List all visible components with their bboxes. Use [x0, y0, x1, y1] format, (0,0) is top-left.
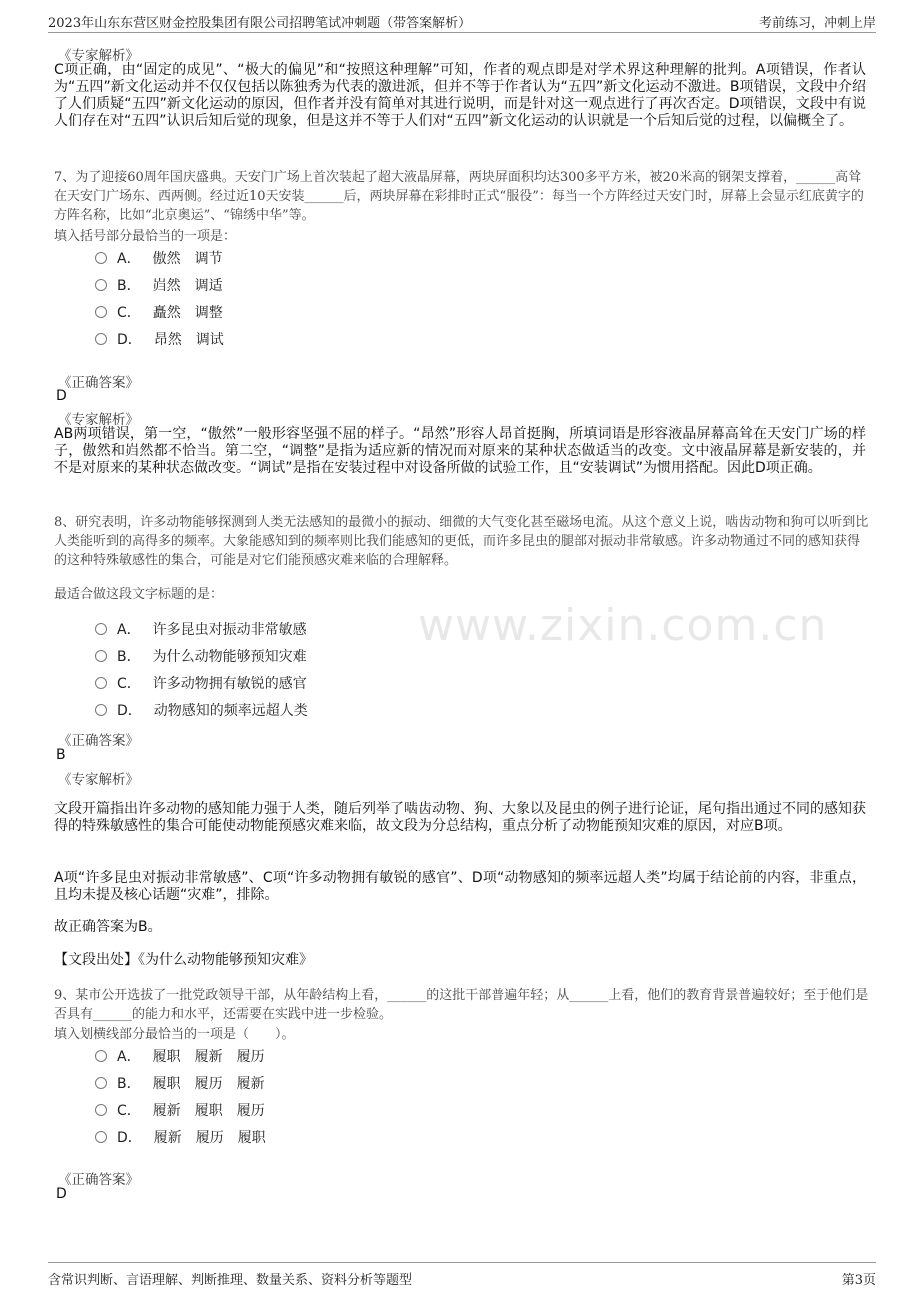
question-8-source: 【文段出处】《为什么动物能够预知灾难》 [54, 952, 313, 968]
question-8-prompt: 最适合做这段文字标题的是： [54, 587, 224, 602]
page-number: 第3页 [841, 1273, 876, 1288]
question-8-option-c[interactable]: C． 许多动物拥有敏锐的感官 [95, 673, 307, 693]
radio-icon[interactable] [95, 279, 107, 291]
question-9-option-d[interactable]: D． 履新 履历 履职 [95, 1127, 266, 1147]
watermark: www.zixin.com.cn [418, 600, 828, 651]
expert-analysis-label: 《专家解析》 [58, 412, 139, 428]
question-8-analysis-paragraph-1: 文段开篇指出许多动物的感知能力强于人类，随后列举了啮齿动物、狗、大象以及昆虫的例子进行论证，尾句指出通过不同的感知获得的特殊敏感性的集合可能使动物能预感灾难来临，故文段为分总结构，重点分析了动物能预知灾难的原因，对应B项。 [54, 801, 866, 834]
radio-icon[interactable] [95, 1104, 107, 1116]
page-header [48, 10, 876, 33]
correct-answer-label: 《正确答案》 [58, 733, 139, 749]
document-title: 2023年山东东营区财金控股集团有限公司招聘笔试冲刺题（带答案解析） [48, 16, 472, 31]
question-9-answer: D [56, 1186, 67, 1202]
question-7-option-d[interactable]: D． 昂然 调试 [95, 329, 224, 349]
radio-icon[interactable] [95, 623, 107, 635]
radio-icon[interactable] [95, 677, 107, 689]
question-7-stem: 7、为了迎接60周年国庆盛典。天安门广场上首次装起了超大液晶屏幕，两块屏面积均达300多平方米，被20米高的钢架支撑着，______高耸在天安门广场东、西两侧。经过近10天安装______后，两块屏幕在彩排时正式“服役”：每当一个方阵经过天安门时，屏幕上会显示红底黄字的方阵名称，比如“北京奥运”、“锦绣中华”等。 [54, 170, 864, 223]
question-9-option-c[interactable]: C． 履新 履职 履历 [95, 1100, 265, 1120]
question-8-answer: B [56, 747, 66, 763]
question-9-stem: 9、某市公开选拔了一批党政领导干部，从年龄结构上看，______的这批干部普遍年轻；从______上看，他们的教育背景普遍较好；至于他们是否具有______的能力和水平，还需要在实践中进一步检验。 [54, 988, 869, 1022]
footer-question-types: 含常识判断、言语理解、判断推理、数量关系、资料分析等题型 [48, 1273, 413, 1288]
radio-icon[interactable] [95, 252, 107, 264]
question-9-prompt: 填入划横线部分最恰当的一项是（ ）。 [54, 1027, 295, 1042]
question-7-option-b[interactable]: B． 岿然 调适 [95, 275, 223, 295]
question-7-prompt: 填入括号部分最恰当的一项是： [54, 229, 237, 244]
question-9-option-a[interactable]: A． 履职 履新 履历 [95, 1046, 265, 1066]
question-7-option-a[interactable]: A． 傲然 调节 [95, 248, 223, 268]
question-8-option-a[interactable]: A． 许多昆虫对振动非常敏感 [95, 619, 307, 639]
question-8-analysis-paragraph-2: A项“许多昆虫对振动非常敏感”、C项“许多动物拥有敏锐的感官”、D项“动物感知的频率远超人类”均属于结论前的内容，非重点，且均未提及核心话题“灾难”，排除。 [54, 870, 866, 903]
correct-answer-label: 《正确答案》 [58, 375, 139, 391]
question-7-analysis: AB两项错误，第一空，“傲然”一般形容坚强不屈的样子。“昂然”形容人昂首挺胸，所填词语是形容液晶屏幕高耸在天安门广场的样子，傲然和岿然都不恰当。第二空，“调整”是指为适应新的情况而对原来的某种状态做适当的改变。文中液晶屏幕是新安装的，并不是对原来的某种状态做改变。“调试”是指在安装过程中对设备所做的试验工作，且“安装调试”为惯用搭配。因此D项正确。 [54, 426, 866, 476]
page-footer [48, 1262, 876, 1289]
question-8-analysis-paragraph-3: 故正确答案为B。 [54, 919, 162, 935]
question-7-option-c[interactable]: C． 矗然 调整 [95, 302, 223, 322]
header-slogan: 考前练习，冲刺上岸 [758, 16, 876, 31]
radio-icon[interactable] [95, 333, 107, 345]
question-8-option-d[interactable]: D． 动物感知的频率远超人类 [95, 700, 308, 720]
correct-answer-label: 《正确答案》 [58, 1172, 139, 1188]
expert-analysis-label: 《专家解析》 [58, 48, 139, 64]
radio-icon[interactable] [95, 704, 107, 716]
radio-icon[interactable] [95, 1050, 107, 1062]
question-7-answer: D [56, 388, 67, 404]
radio-icon[interactable] [95, 650, 107, 662]
radio-icon[interactable] [95, 1077, 107, 1089]
radio-icon[interactable] [95, 1131, 107, 1143]
radio-icon[interactable] [95, 306, 107, 318]
expert-analysis-label: 《专家解析》 [58, 772, 139, 788]
question-9-option-b[interactable]: B． 履职 履历 履新 [95, 1073, 265, 1093]
question-8-stem: 8、研究表明，许多动物能够探测到人类无法感知的最微小的振动、细微的大气变化甚至磁场电流。从这个意义上说，啮齿动物和狗可以听到比人类能听到的高得多的频率。大象能感知到的频率则比我们能感知的更低，而许多昆虫的腿部对振动非常敏感。许多动物通过不同的感知获得的这种特殊敏感性的集合，可能是对它们能预感灾难来临的合理解释。 [54, 515, 869, 568]
expert-analysis-text: C项正确，由“固定的成见”、“极大的偏见”和“按照这种理解”可知，作者的观点即是对学术界这种理解的批判。A项错误，作者认为“五四”新文化运动并不仅仅包括以陈独秀为代表的激进派，但并不等于作者认为“五四”新文化运动不激进。B项错误，文段中介绍了人们质疑“五四”新文化运动的原因，但作者并没有简单对其进行说明，而是针对这一观点进行了再次否定。D项错误，文段中有说人们存在对“五四”认识后知后觉的现象，但是这并不等于人们对“五四”新文化运动的认识就是一个后知后觉的过程，以偏概全了。 [54, 62, 866, 129]
question-8-option-b[interactable]: B． 为什么动物能够预知灾难 [95, 646, 307, 666]
